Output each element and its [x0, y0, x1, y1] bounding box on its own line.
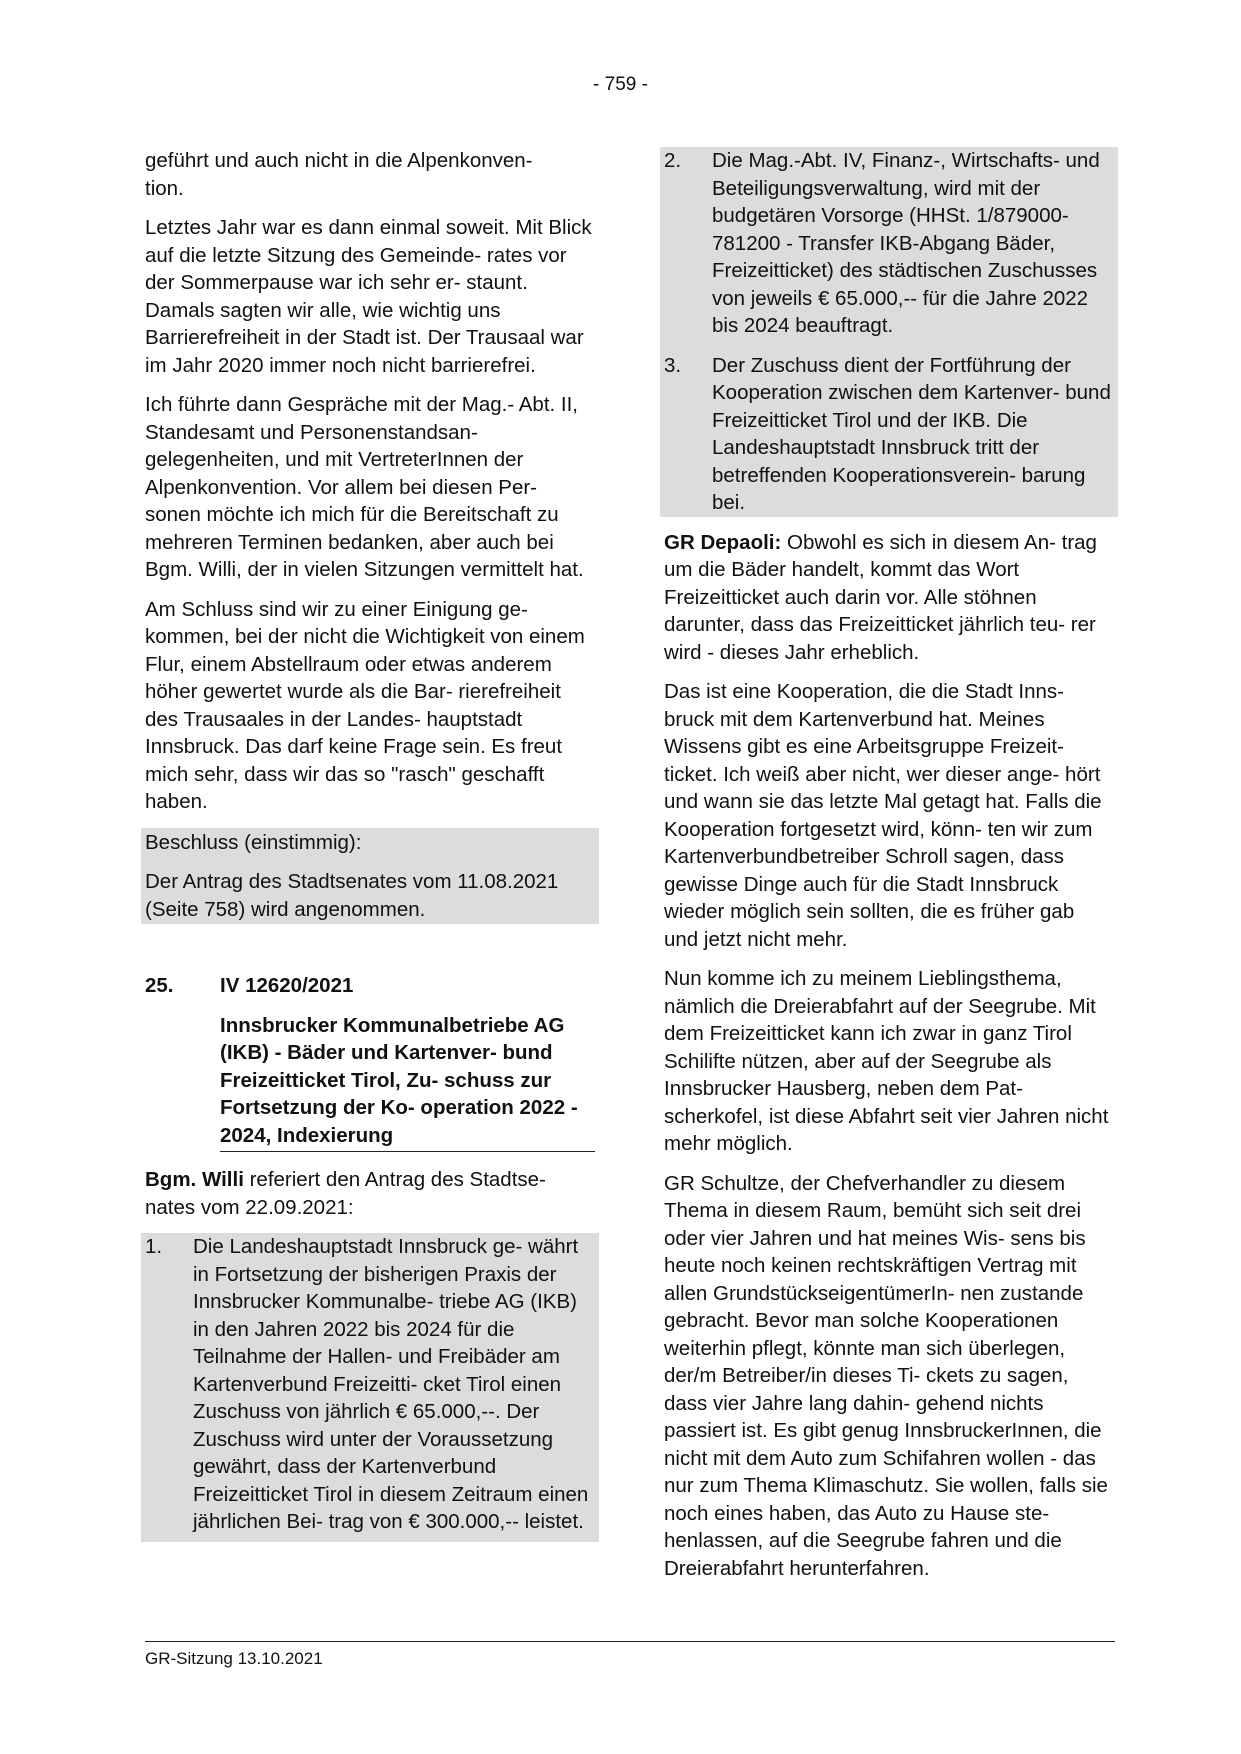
footer-divider [145, 1641, 1115, 1642]
resolution-label: Beschluss (einstimmig): [145, 830, 362, 854]
motion-item-3 [660, 352, 1118, 517]
item-text: Die Landeshauptstadt Innsbruck ge- währt in Fortsetzung der bisherigen Praxis der Innsbrucker Kommunalbe- triebe AG (IKB) in den Jahren 2022 bis 2024 für die Teilnahme der Hallen- und Freibäder am Kartenverbund Freizeitti- cket Tirol einen Zuschuss von jährlich € 65.000,--. Der Zuschuss wird unter der Voraussetzung gewährt, dass der Kartenverbund Freizeitticket Tirol in diesem Zeitraum einen jährlichen Bei- trag von € 300.000,-- leistet. [193, 1235, 589, 1533]
gray-spacer [141, 1536, 599, 1542]
agenda-heading: Innsbrucker Kommunalbetriebe AG (IKB) - Bäder und Kartenver- bund Freizeitticket Tirol, Zu- schuss zur Fortsetzung der Ko- operation 2022 - 2024, Indexierung [220, 1012, 595, 1153]
speaker-text: referiert den Antrag des Stadtse- nates vom 22.09.2021: [145, 1168, 546, 1219]
paragraph: Das ist eine Kooperation, die die Stadt Inns- bruck mit dem Kartenverbund hat. Meines Wissens gibt es eine Arbeitsgruppe Freizeit- ticket. Ich weiß aber nicht, wer dieser ange- hört und wann sie das letzte Mal getagt hat. Falls die Kooperation fortgesetzt wird, könn- ten wir zum Kartenverbundbetreiber Schroll sagen, dass gewisse Dinge auch für die Stadt Innsbruck wieder möglich sein sollten, die es früher gab und jetzt nicht mehr. [664, 680, 1102, 951]
paragraph: Am Schluss sind wir zu einer Einigung ge- kommen, bei der nicht die Wichtigkeit von einem Flur, einem Abstellraum oder etwas anderem höher gewertet wurde als die Bar- rierefreiheit des Trausaales in der Landes- hauptstadt Innsbruck. Das darf keine Frage sein. Es freut mich sehr, dass wir das so "rasch" geschafft haben. [145, 597, 585, 813]
paragraph: Nun komme ich zu meinem Lieblingsthema, nämlich die Dreierabfahrt auf der Seegrube. Mit dem Freizeitticket kann ich zwar in ganz Tirol Schilifte nützen, aber auf der Seegrube als Innsbrucker Hausberg, neben dem Pat- scherkofel, ist diese Abfahrt seit vier Jahren nicht mehr möglich. [664, 967, 1109, 1155]
paragraph: Letztes Jahr war es dann einmal soweit. Mit Blick auf die letzte Sitzung des Gemeinde- rates vor der Sommerpause war ich sehr er- staunt. Damals sagten wir alle, wie wichtig uns Barrierefreiheit in der Stadt ist. Der Trausaal war im Jahr 2020 immer noch nicht barrierefrei. [145, 216, 592, 377]
resolution-text: Der Antrag des Stadtsenates vom 11.08.2021 (Seite 758) wird angenommen. [145, 870, 559, 921]
paragraph: geführt und auch nicht in die Alpenkonven- tion. [145, 149, 533, 200]
paragraph: GR Schultze, der Chefverhandler zu diesem Thema in diesem Raum, bemüht sich seit drei oder vier Jahren und hat meines Wis- sens bis heute noch keinen rechtskräftigen Vertrag mit allen GrundstückseigentümerIn- nen zustande gebracht. Bevor man solche Kooperationen weiterhin pflegt, könnte man sich überlegen, der/m Betreiber/in dieses Ti- ckets zu sagen, dass vier Jahre lang dahin- gehend nichts passiert ist. Es gibt genug InnsbruckerInnen, die nicht mit dem Auto zum Schifahren wollen - das nur zum Thema Klimaschutz. Sie wollen, falls sie noch eines haben, das Auto zu Hause ste- henlassen, auf die Seegrube fahren und die Dreierabfahrt herunterfahren. [664, 1171, 1108, 1580]
item-text: Der Zuschuss dient der Fortführung der Kooperation zwischen dem Kartenver- bund Freizeitticket Tirol und der IKB. Die Landeshauptstadt Innsbruck tritt der betreffenden Kooperationsverein- barung bei. [712, 353, 1111, 514]
item-number: 1. [145, 1235, 163, 1258]
speaker-name: Bgm. Willi [145, 1168, 244, 1191]
page-number: - 759 - [593, 74, 648, 95]
agenda-number: 25. [145, 974, 174, 997]
resolution-block [141, 828, 599, 925]
gray-spacer [660, 340, 1118, 352]
left-column [145, 147, 595, 1542]
speaker-text: Obwohl es sich in diesem An- trag um die Bäder handelt, kommt das Wort Freizeitticket auch darin vor. Alle stöhnen darunter, dass das Freizeitticket jährlich teu- rer wird - dieses Jahr erheblich. [664, 530, 1097, 664]
paragraph: Ich führte dann Gespräche mit der Mag.- Abt. II, Standesamt und Personenstandsan- gelegenheiten, und mit VertreterInnen der Alpenkonvention. Vor allem bei diesen Per- sonen möchte ich mich für die Bereitschaft zu mehreren Terminen bedanken, aber auch bei Bgm. Willi, der in vielen Sitzungen vermittelt hat. [145, 393, 584, 581]
motion-item-2 [660, 147, 1118, 340]
speaker-paragraph [664, 529, 1114, 667]
item-number: 2. [664, 149, 682, 172]
item-number: 3. [664, 353, 682, 377]
item-text: Die Mag.-Abt. IV, Finanz-, Wirtschafts- und Beteiligungsverwaltung, wird mit der budgetären Vorsorge (HHSt. 1/879000-781200 - Transfer IKB-Abgang Bäder, Freizeitticket) des städtischen Zuschusses von jeweils € 65.000,-- für die Jahre 2022 bis 2024 beauftragt. [712, 149, 1100, 337]
footer-text: GR-Sitzung 13.10.2021 [145, 1649, 323, 1668]
speaker-paragraph [145, 1166, 595, 1221]
motion-item-1 [141, 1233, 599, 1536]
speaker-name: GR Depaoli: [664, 530, 782, 554]
agenda-item [145, 972, 595, 1000]
agenda-reference: IV 12620/2021 [220, 974, 354, 997]
right-column [664, 147, 1114, 1594]
